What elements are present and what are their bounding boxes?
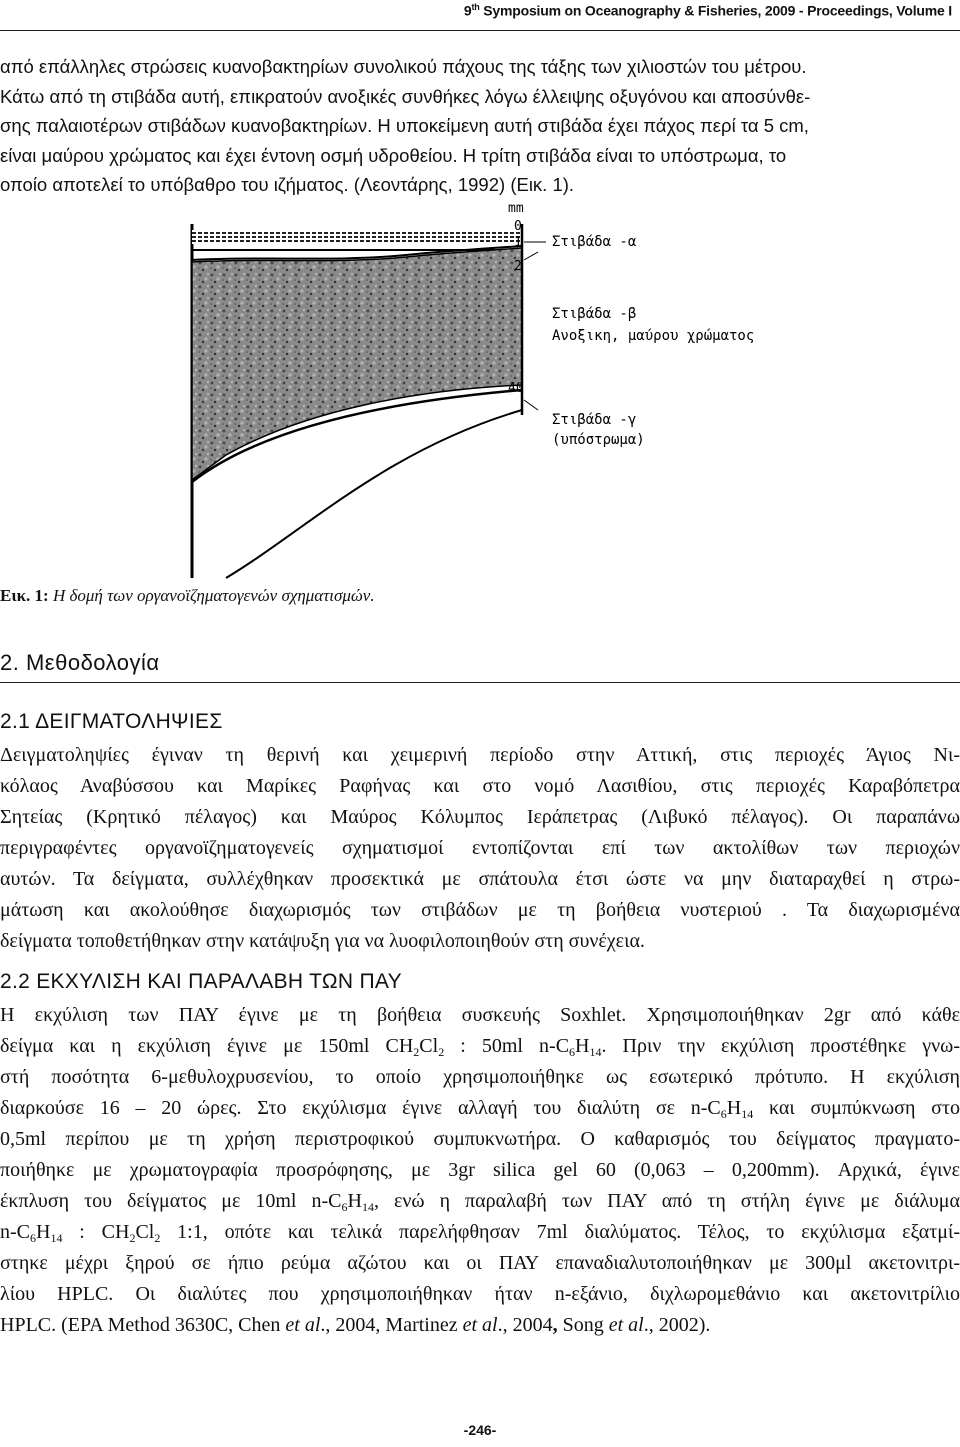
depth-label: 1 <box>514 235 522 250</box>
caption-text: Η δομή των οργανοϊζηματογενών σχηματισμών. <box>48 586 375 605</box>
body-line: Σητείας (Κρητικό πέλαγος) και Μαύρος Κόλυμπος Ιεράπετρας (Λιβυκό πέλαγος). Οι παραπάνω <box>0 806 960 828</box>
body-line: HPLC. (EPA Method 3630C, Chen et al., 2004, Martinez et al., 2004, Song et al., 2002). <box>0 1314 711 1336</box>
body-line: Δειγματοληψίες έγιναν τη θερινή και χειμερινή περίοδο στην Αττική, στις περιοχές Άγιος Νι- <box>0 744 960 766</box>
depth-label: 40 <box>508 381 524 396</box>
layer-a-label: Στιβάδα -α <box>552 234 637 250</box>
caption-label: Εικ. 1: <box>0 586 49 605</box>
layer-c-label: Στιβάδα -γ <box>552 412 637 428</box>
figure-caption <box>0 586 375 606</box>
intro-line: από επάλληλες στρώσεις κυανοβακτηρίων συνολικού πάχους της τάξης των χιλιοστών του μέτρου. <box>0 56 807 77</box>
intro-line: Κάτω από τη στιβάδα αυτή, επικρατούν ανοξικές συνθήκες λόγω έλλειψης οξυγόνου και αποσύνθε- <box>0 85 811 107</box>
page-number: -246- <box>463 1422 497 1438</box>
running-header: 9th Symposium on Oceanography & Fisheries, 2009 - Proceedings, Volume I <box>463 2 952 19</box>
header-rule <box>0 30 960 31</box>
subsection-heading-extraction: 2.2 ΕΚΧΥΛΙΣΗ ΚΑΙ ΠΑΡΑΛΑΒΗ ΤΩΝ ΠΑΥ <box>0 970 402 993</box>
intro-paragraph <box>0 52 960 200</box>
body-line: κόλαος Αναβύσσου και Μαρίκες Ραφήνας και στο νομό Λασιθίου, στις περιοχές Καραβόπετρα <box>0 775 960 797</box>
body-line: δείγμα και η εκχύλιση έγινε με 150ml $CH_2Cl_2$ : 50ml $n-C_6H_{14}$. Πριν την εκχύλιση προστέθηκε γνω- <box>0 1035 960 1059</box>
layer-b-description: Ανοξικη, μαύρου χρώματος <box>552 328 755 344</box>
section-rule <box>0 682 960 683</box>
body-line: στηκε μέχρι ξηρού σε ήπιο ρεύμα αζώτου και οι ΠΑΥ επαναδιαλυτοποιήθηκαν με 300μl ακετονιτρι- <box>0 1252 960 1274</box>
layer-a-stripe <box>192 238 522 244</box>
body-line: μάτωση και ακολούθησε διαχωρισμός των στιβάδων με τη βοήθεια νυστεριού . Τα διαχωρισμένα <box>0 899 960 921</box>
depth-label: 0 <box>514 219 522 234</box>
body-line: αυτών. Τα δείγματα, συλλέχθηκαν προσεκτικά με σπάτουλα έτσι ώστε να μην διαταραχθεί η στρω- <box>0 868 960 890</box>
body-line: έκπλυση του δείγματος με 10ml $n-C_6H_{14}$, ενώ η παραλαβή των ΠΑΥ από τη στήλη έγινε με διάλυμα <box>0 1190 960 1214</box>
sediment-diagram <box>186 200 776 580</box>
body-line: ποιήθηκε με χρωματογραφία προσρόφησης, με 3gr silica gel 60 (0,063 – 0,200mm). Αρχικά, έγινε <box>0 1159 960 1181</box>
body-line: Η εκχύλιση των ΠΑΥ έγινε με τη βοήθεια συσκευής Soxhlet. Χρησιμοποιήθηκαν 2gr από κάθε <box>0 1004 960 1026</box>
body-line: δείγματα τοποθετήθηκαν στην κατάψυξη για να λυοφιλοποιηθούν στη συνέχεια. <box>0 930 645 952</box>
layer-a-stripe <box>192 230 522 238</box>
layer-b-region <box>192 248 522 480</box>
body-line: $n-C_6H_{14}$ : $CH_2Cl_2$ 1:1, οπότε και τελικά παρελήφθησαν 7ml διαλύματος. Τέλος, το εκχύλισμα εξατμί- <box>0 1221 960 1245</box>
body-line: 0,5ml περίπου με τη χρήση περιστροφικού συμπυκνωτήρα. Ο καθαρισμός του δείγματος πραγματο- <box>0 1128 960 1150</box>
body-line: διαρκούσε 16 – 20 ώρες. Στο εκχύλισμα έγινε αλλαγή του διαλύτη σε $n-C_6H_{14}$ και συμπύκνωση στο <box>0 1097 960 1121</box>
scale-unit: mm <box>508 201 524 216</box>
subsection-heading-sampling: 2.1 ΔΕΙΓΜΑΤΟΛΗΨΙΕΣ <box>0 710 223 733</box>
sampling-paragraph <box>0 740 960 957</box>
figure-sediment-layers <box>186 200 776 580</box>
intro-line: οποίο αποτελεί το υπόβαθρο του ιζήματος. (Λεοντάρης, 1992) (Εικ. 1). <box>0 174 575 195</box>
depth-label: 2 <box>514 259 522 274</box>
layer-b-label: Στιβάδα -β <box>552 306 637 322</box>
section-heading: 2. Μεθοδολογία <box>0 650 160 675</box>
body-line: στή ποσότητα 6-μεθυλοχρυσενίου, το οποίο χρησιμοποιήθηκε ως εσωτερικό πρότυπο. Η εκχύλιση <box>0 1066 960 1088</box>
body-line: περιγραφέντες οργανοϊζηματογενείς σχηματισμοί εντοπίζονται επί των ακτολίθων των περιοχών <box>0 837 960 859</box>
intro-line: σης παλαιοτέρων στιβάδων κυανοβακτηρίων. Η υποκείμενη αυτή στιβάδα έχει πάχος περί τα 5 cm, <box>0 115 809 136</box>
layer-c-description: (υπόστρωμα) <box>552 432 645 448</box>
intro-line: είναι μαύρου χρώματος και έχει έντονη οσμή υδροθείου. Η τρίτη στιβάδα είναι το υπόστρωμα, το <box>0 144 787 166</box>
body-line: λίου HPLC. Οι διαλύτες που χρησιμοποιήθηκαν ήταν n-εξάνιο, διχλωρομεθάνιο και ακετονιτρίλιο <box>0 1283 960 1305</box>
extraction-paragraph <box>0 1000 960 1341</box>
